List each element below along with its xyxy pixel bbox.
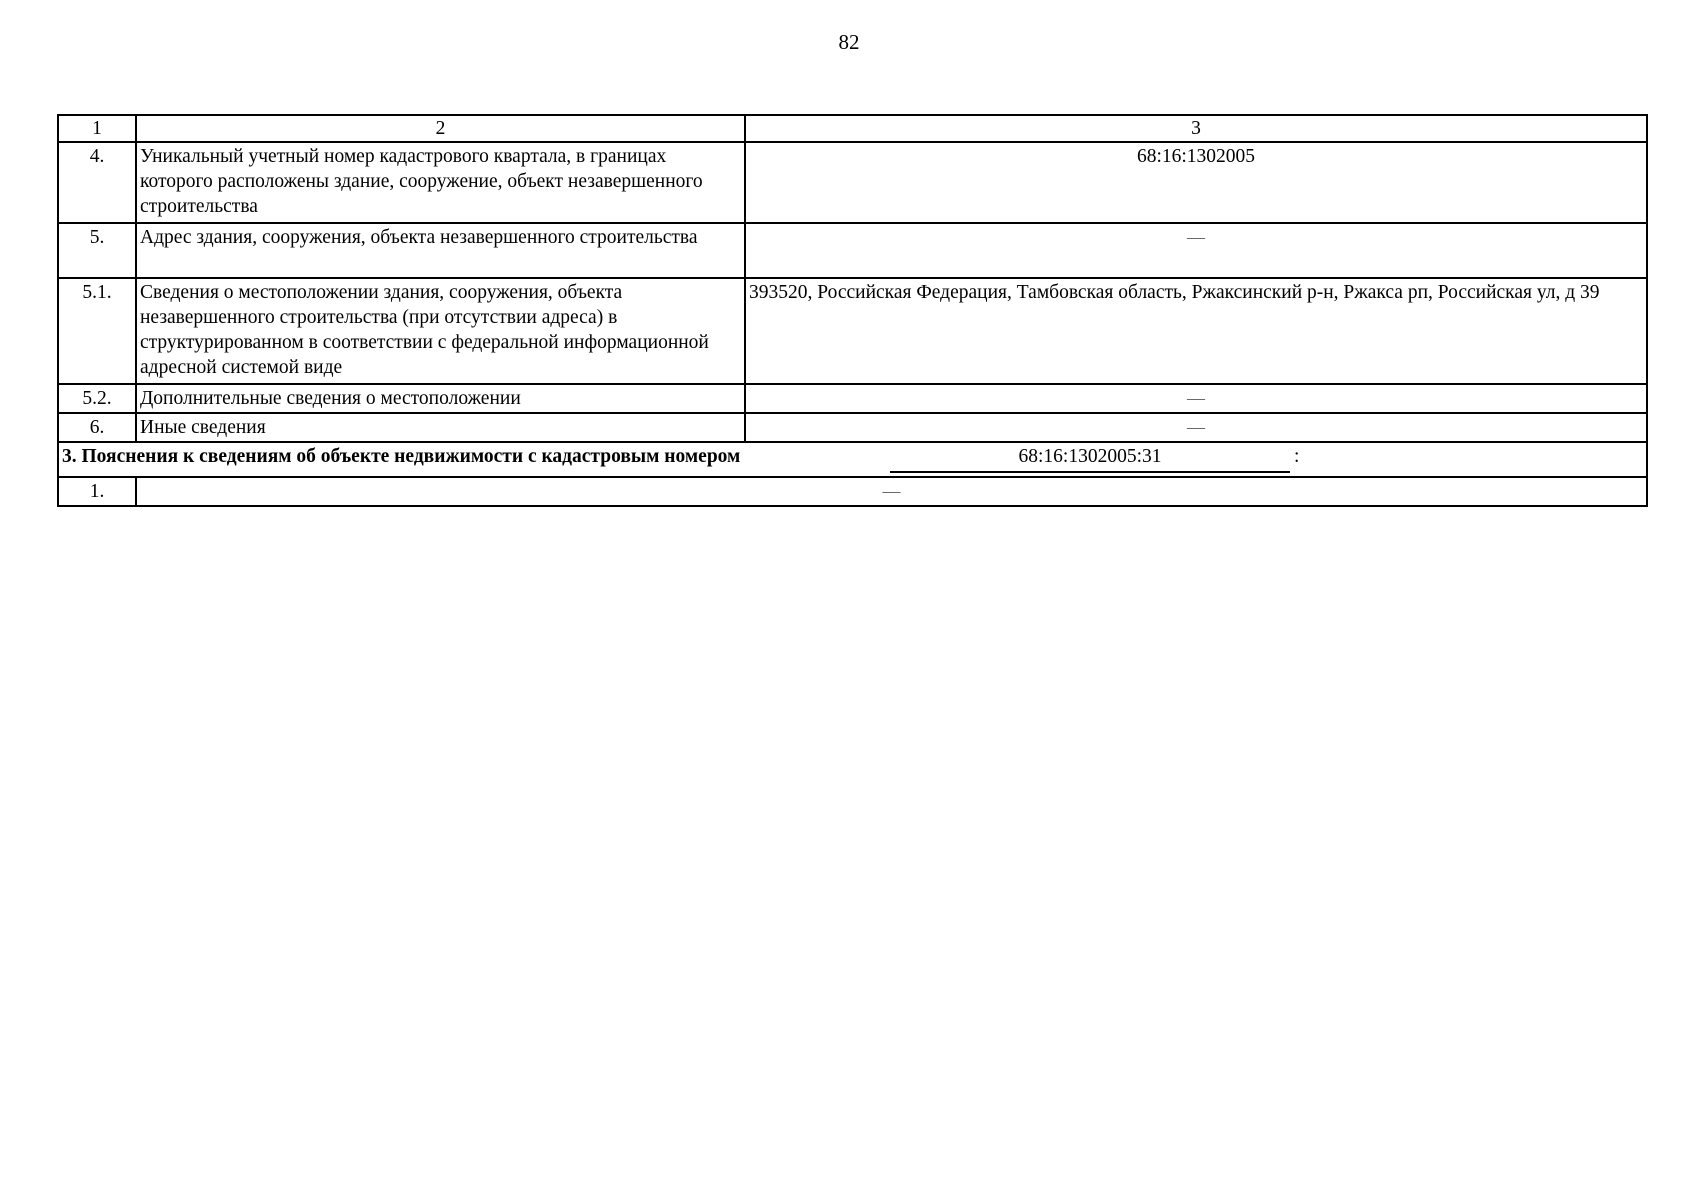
empty-value-dash: — (1187, 227, 1205, 247)
row-value-cell (745, 384, 1647, 413)
row-number: 5. (58, 223, 136, 278)
row-number: 4. (58, 142, 136, 223)
row-number: 6. (58, 413, 136, 442)
row-label: Дополнительные сведения о местоположении (136, 384, 745, 413)
table-row (58, 477, 1647, 506)
row-value-cell (136, 477, 1647, 506)
location-address: 393520, Российская Федерация, Тамбовская область, Ржаксинский р-н, Ржакса рп, Российская ул, д 39 (745, 278, 1647, 384)
cadastral-quarter-number: 68:16:1302005 (745, 142, 1647, 223)
table-row (58, 413, 1647, 442)
row-label: Адрес здания, сооружения, объекта незавершенного строительства (136, 223, 745, 278)
row-label: Иные сведения (136, 413, 745, 442)
empty-value-dash: — (882, 481, 901, 501)
table-row (58, 142, 1647, 223)
section-title: 3. Пояснения к сведениям об объекте недвижимости с кадастровым номером (62, 446, 741, 467)
cadastral-number: 68:16:1302005:31 (890, 444, 1290, 473)
row-label: Уникальный учетный номер кадастрового квартала, в границах которого расположены здание, сооружение, объект незавершенного строительства (136, 142, 745, 223)
column-header-3: 3 (745, 115, 1647, 142)
table-header-row (58, 115, 1647, 142)
row-number: 1. (58, 477, 136, 506)
section-3-header-cell (58, 442, 1647, 477)
row-number: 5.1. (58, 278, 136, 384)
row-number: 5.2. (58, 384, 136, 413)
section-3-header-row (58, 442, 1647, 477)
empty-value-dash: — (1187, 388, 1205, 408)
table-row (58, 223, 1647, 278)
column-header-2: 2 (136, 115, 745, 142)
table-row (58, 278, 1647, 384)
row-label: Сведения о местоположении здания, сооружения, объекта незавершенного строительства (при отсутствии адреса) в структурированном в соответствии с федеральной информационной адресной системой виде (136, 278, 745, 384)
page-number: 82 (838, 30, 860, 54)
section-colon: : (1294, 446, 1300, 467)
table-row (58, 384, 1647, 413)
column-header-1: 1 (58, 115, 136, 142)
row-value-cell (745, 413, 1647, 442)
cadastral-info-table (57, 114, 1648, 507)
row-value-cell (745, 223, 1647, 278)
empty-value-dash: — (1187, 417, 1205, 437)
section-3-header (62, 444, 1643, 472)
